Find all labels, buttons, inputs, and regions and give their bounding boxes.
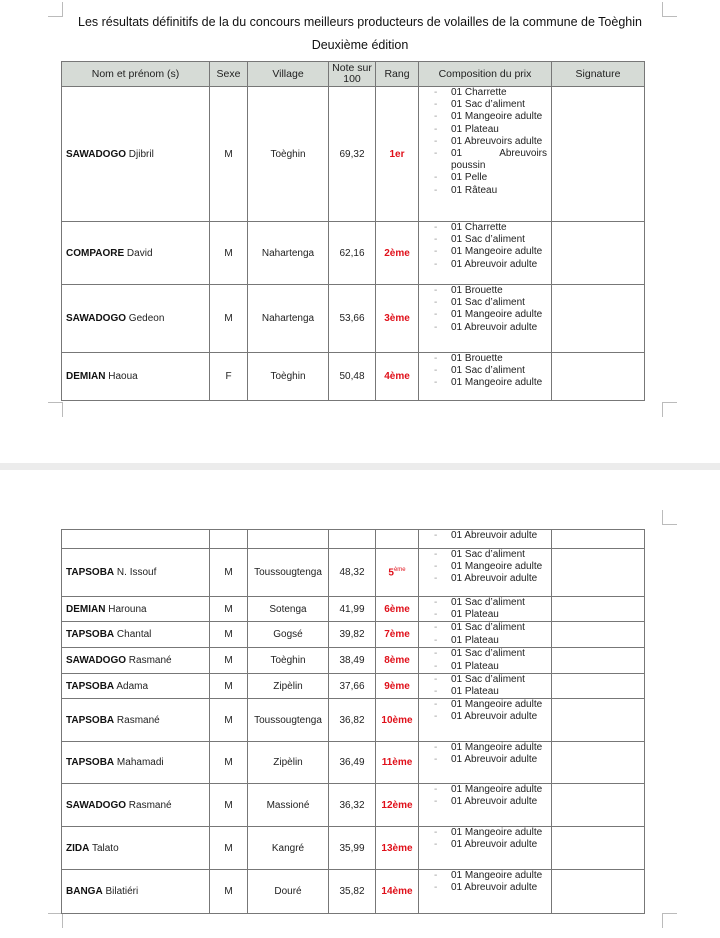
prize-cell xyxy=(419,549,552,597)
table-row xyxy=(62,222,645,285)
prize-item: - 01 Plateau xyxy=(419,635,547,647)
prize-item: - 01 Sac d’aliment xyxy=(419,234,547,246)
note-cell: 35,99 xyxy=(329,827,376,870)
signature-cell xyxy=(552,549,645,597)
sexe-cell: M xyxy=(210,673,248,698)
prize-list xyxy=(419,648,551,672)
note-cell: 50,48 xyxy=(329,353,376,401)
participant-name xyxy=(62,673,210,698)
prize-list xyxy=(419,742,551,766)
table-row xyxy=(62,353,645,401)
prize-cell xyxy=(419,530,552,549)
header-rang: Rang xyxy=(376,62,419,87)
prize-cell xyxy=(419,648,552,673)
given-name: Rasmané xyxy=(126,799,172,811)
table-row xyxy=(62,530,645,549)
participant-name xyxy=(62,648,210,673)
signature-cell xyxy=(552,870,645,914)
rank-cell: 7ème xyxy=(376,622,419,648)
village-cell: Sotenga xyxy=(248,597,329,622)
prize-list xyxy=(419,674,551,698)
rank-cell: 9ème xyxy=(376,673,419,698)
prize-item: - 01 Mangeoire adulte xyxy=(419,377,547,389)
participant-name xyxy=(62,285,210,353)
participant-name xyxy=(62,784,210,827)
prize-item: - 01 Plateau xyxy=(419,124,547,136)
prize-item: - 01 Mangeoire adulte xyxy=(419,870,547,882)
signature-cell xyxy=(552,673,645,698)
rank-cell: 1er xyxy=(376,87,419,222)
header-signature: Signature xyxy=(552,62,645,87)
surname: SAWADOGO xyxy=(66,148,127,160)
sexe-cell: M xyxy=(210,87,248,222)
prize-item: - 01 Abreuvoir adulte xyxy=(419,259,547,271)
participant-name xyxy=(62,699,210,742)
prize-cell xyxy=(419,827,552,870)
prize-item: - 01 Sac d’aliment xyxy=(419,549,547,561)
given-name: Gedeon xyxy=(126,313,165,324)
participant-name xyxy=(62,549,210,597)
village-cell xyxy=(248,530,329,549)
corner-mark xyxy=(662,913,677,928)
village-cell: Nahartenga xyxy=(248,222,329,285)
corner-mark xyxy=(48,402,63,417)
village-cell: Toèghin xyxy=(248,648,329,673)
results-table xyxy=(61,61,645,401)
surname: TAPSOBA xyxy=(66,567,115,578)
surname: COMPAORE xyxy=(66,247,125,259)
participant-name xyxy=(62,222,210,285)
signature-cell xyxy=(552,622,645,648)
note-cell: 37,66 xyxy=(329,673,376,698)
prize-list xyxy=(419,285,551,334)
sexe-cell: M xyxy=(210,549,248,597)
given-name: Chantal xyxy=(114,629,152,641)
participant-name xyxy=(62,87,210,222)
note-cell: 36,82 xyxy=(329,699,376,742)
prize-cell xyxy=(419,222,552,285)
table-row xyxy=(62,673,645,698)
rank-cell: 8ème xyxy=(376,648,419,673)
table-row xyxy=(62,742,645,784)
participant-name xyxy=(62,597,210,622)
signature-cell xyxy=(552,827,645,870)
rank-cell: 4ème xyxy=(376,353,419,401)
prize-list xyxy=(419,222,551,271)
rank-suffix: ème xyxy=(393,566,406,573)
table-row xyxy=(62,597,645,622)
prize-item: - 01 Abreuvoir adulte xyxy=(419,754,547,766)
table-row xyxy=(62,827,645,870)
surname: TAPSOBA xyxy=(66,680,115,692)
village-cell: Toèghin xyxy=(248,353,329,401)
sexe-cell: M xyxy=(210,622,248,648)
corner-mark xyxy=(662,402,677,417)
note-cell: 69,32 xyxy=(329,87,376,222)
prize-item: - 01 Abreuvoirs adulte xyxy=(419,136,547,148)
header-prize: Composition du prix xyxy=(419,62,552,87)
prize-cell xyxy=(419,285,552,353)
village-cell: Zipèlin xyxy=(248,673,329,698)
sexe-cell: M xyxy=(210,784,248,827)
results-table-continued xyxy=(61,529,645,914)
prize-cell xyxy=(419,699,552,742)
given-name: Rasmané xyxy=(114,714,160,726)
given-name: Rasmané xyxy=(126,655,172,667)
prize-item: - 01 Mangeoire adulte xyxy=(419,561,547,573)
surname: TAPSOBA xyxy=(66,757,115,769)
participant-name xyxy=(62,530,210,549)
surname: BANGA xyxy=(66,886,103,898)
note-cell xyxy=(329,530,376,549)
prize-item: - 01 Abreuvoir adulte xyxy=(419,530,547,542)
given-name: David xyxy=(124,247,153,259)
document-title: Les résultats définitifs de la du concours meilleurs producteurs de volailles de la commune de Toèghin xyxy=(78,15,642,29)
participant-name xyxy=(62,827,210,870)
surname: TAPSOBA xyxy=(66,629,115,641)
prize-list xyxy=(419,353,551,390)
rank-cell: 10ème xyxy=(376,699,419,742)
prize-list xyxy=(419,699,551,723)
prize-list xyxy=(419,870,551,894)
surname: SAWADOGO xyxy=(66,799,127,811)
prize-cell xyxy=(419,742,552,784)
given-name: Djibril xyxy=(126,148,154,160)
document-subtitle: Deuxième édition xyxy=(311,38,409,52)
prize-item: - 01 Sac d’aliment xyxy=(419,622,547,634)
sexe-cell: M xyxy=(210,827,248,870)
participant-name xyxy=(62,353,210,401)
prize-item: - 01 Plateau xyxy=(419,686,547,698)
prize-item: - 01 Mangeoire adulte xyxy=(419,742,547,754)
village-cell: Toèghin xyxy=(248,87,329,222)
participant-name xyxy=(62,870,210,914)
surname: SAWADOGO xyxy=(66,655,127,667)
table-row xyxy=(62,622,645,648)
rank-cell: 2ème xyxy=(376,222,419,285)
surname: ZIDA xyxy=(66,842,90,854)
prize-item: - 01 Mangeoire adulte xyxy=(419,309,547,321)
prize-item: - 01 Mangeoire adulte xyxy=(419,784,547,796)
sexe-cell: F xyxy=(210,353,248,401)
participant-name xyxy=(62,622,210,648)
village-cell: Toussougtenga xyxy=(248,699,329,742)
prize-item: - 01 Brouette xyxy=(419,285,547,297)
signature-cell xyxy=(552,742,645,784)
signature-cell xyxy=(552,530,645,549)
sexe-cell xyxy=(210,530,248,549)
corner-mark xyxy=(662,510,677,525)
prize-cell xyxy=(419,87,552,222)
prize-item: - 01 Abreuvoirs poussin xyxy=(419,148,547,172)
prize-item: - 01 Sac d’aliment xyxy=(419,365,547,377)
given-name: Bilatiéri xyxy=(102,886,139,898)
prize-item: - 01 Charrette xyxy=(419,87,547,99)
note-cell: 62,16 xyxy=(329,222,376,285)
sexe-cell: M xyxy=(210,699,248,742)
table-row xyxy=(62,784,645,827)
surname: DEMIAN xyxy=(66,371,106,382)
prize-item: - 01 Mangeoire adulte xyxy=(419,827,547,839)
rank-cell: 11ème xyxy=(376,742,419,784)
given-name: Harouna xyxy=(105,603,147,615)
participant-name xyxy=(62,742,210,784)
prize-list xyxy=(419,530,551,542)
table-row xyxy=(62,648,645,673)
rank-cell: 5ème xyxy=(376,549,419,597)
header-note: Note sur 100 xyxy=(329,62,376,87)
prize-item: - 01 Sac d’aliment xyxy=(419,297,547,309)
given-name: Haoua xyxy=(105,371,138,382)
prize-item: - 01 Mangeoire adulte xyxy=(419,699,547,711)
village-cell: Toussougtenga xyxy=(248,549,329,597)
header-sexe: Sexe xyxy=(210,62,248,87)
table-row xyxy=(62,285,645,353)
note-cell: 53,66 xyxy=(329,285,376,353)
signature-cell xyxy=(552,784,645,827)
prize-cell xyxy=(419,870,552,914)
surname: SAWADOGO xyxy=(66,313,127,324)
prize-cell xyxy=(419,784,552,827)
header-name: Nom et prénom (s) xyxy=(62,62,210,87)
prize-item: - 01 Charrette xyxy=(419,222,547,234)
prize-cell xyxy=(419,622,552,648)
prize-list xyxy=(419,597,551,621)
given-name: N. Issouf xyxy=(114,567,157,578)
prize-item: - 01 Pelle xyxy=(419,172,547,184)
surname: DEMIAN xyxy=(66,603,106,615)
prize-item: - 01 Abreuvoir adulte xyxy=(419,711,547,723)
prize-list xyxy=(419,622,551,646)
prize-list xyxy=(419,827,551,851)
prize-list xyxy=(419,87,551,197)
village-cell: Zipèlin xyxy=(248,742,329,784)
page-2 xyxy=(0,470,720,938)
prize-item: - 01 Sac d’aliment xyxy=(419,648,547,660)
surname: TAPSOBA xyxy=(66,714,115,726)
sexe-cell: M xyxy=(210,742,248,784)
prize-item: - 01 Brouette xyxy=(419,353,547,365)
prize-item: - 01 Abreuvoir adulte xyxy=(419,796,547,808)
prize-item: - 01 Mangeoire adulte xyxy=(419,246,547,258)
rank-cell: 12ème xyxy=(376,784,419,827)
table-row xyxy=(62,870,645,914)
prize-list xyxy=(419,549,551,586)
prize-cell xyxy=(419,673,552,698)
sexe-cell: M xyxy=(210,870,248,914)
prize-cell xyxy=(419,597,552,622)
sexe-cell: M xyxy=(210,597,248,622)
sexe-cell: M xyxy=(210,648,248,673)
village-cell: Nahartenga xyxy=(248,285,329,353)
signature-cell xyxy=(552,353,645,401)
rank-cell: 14ème xyxy=(376,870,419,914)
table-header-row xyxy=(62,62,645,87)
note-cell: 36,32 xyxy=(329,784,376,827)
signature-cell xyxy=(552,87,645,222)
signature-cell xyxy=(552,285,645,353)
note-cell: 35,82 xyxy=(329,870,376,914)
prize-item: - 01 Abreuvoir adulte xyxy=(419,322,547,334)
table-row xyxy=(62,87,645,222)
signature-cell xyxy=(552,648,645,673)
signature-cell xyxy=(552,222,645,285)
given-name: Mahamadi xyxy=(114,757,164,769)
rank-cell xyxy=(376,530,419,549)
village-cell: Gogsé xyxy=(248,622,329,648)
note-cell: 48,32 xyxy=(329,549,376,597)
prize-item: - 01 Sac d’aliment xyxy=(419,674,547,686)
village-cell: Kangré xyxy=(248,827,329,870)
prize-item: - 01 Plateau xyxy=(419,661,547,673)
given-name: Adama xyxy=(114,680,149,692)
sexe-cell: M xyxy=(210,285,248,353)
signature-cell xyxy=(552,699,645,742)
note-cell: 39,82 xyxy=(329,622,376,648)
page-1 xyxy=(0,0,720,463)
prize-cell xyxy=(419,353,552,401)
sexe-cell: M xyxy=(210,222,248,285)
prize-item: - 01 Abreuvoir adulte xyxy=(419,573,547,585)
village-cell: Douré xyxy=(248,870,329,914)
prize-item: - 01 Mangeoire adulte xyxy=(419,111,547,123)
header-village: Village xyxy=(248,62,329,87)
prize-item: - 01 Abreuvoir adulte xyxy=(419,882,547,894)
note-cell: 36,49 xyxy=(329,742,376,784)
note-cell: 41,99 xyxy=(329,597,376,622)
prize-item: - 01 Râteau xyxy=(419,185,547,197)
note-cell: 38,49 xyxy=(329,648,376,673)
given-name: Talato xyxy=(89,842,119,854)
table-row xyxy=(62,699,645,742)
village-cell: Massioné xyxy=(248,784,329,827)
rank-cell: 13ème xyxy=(376,827,419,870)
prize-list xyxy=(419,784,551,808)
prize-item: - 01 Plateau xyxy=(419,609,547,621)
corner-mark xyxy=(48,913,63,928)
prize-item: - 01 Sac d’aliment xyxy=(419,99,547,111)
rank-cell: 6ème xyxy=(376,597,419,622)
prize-item: - 01 Sac d’aliment xyxy=(419,597,547,609)
prize-item: - 01 Abreuvoir adulte xyxy=(419,839,547,851)
rank-cell: 3ème xyxy=(376,285,419,353)
table-row xyxy=(62,549,645,597)
signature-cell xyxy=(552,597,645,622)
